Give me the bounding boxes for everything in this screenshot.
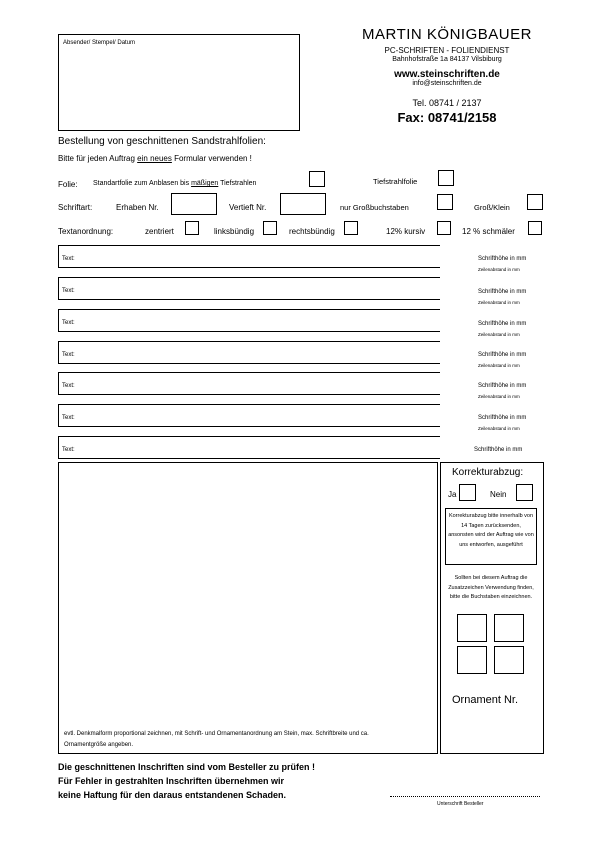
schrift-gross-label: nur Großbuchstaben [340,203,409,212]
text-row-height-label: Schrifthöhe in mm [478,415,527,421]
footer-line-1: Die geschnittenen Inschriften sind vom Besteller zu prüfen ! [58,762,316,772]
text-row-spacing-label: Zeilenabstand in mm [478,426,520,431]
zusatz-box-1[interactable] [457,614,487,642]
order-note-underlined: ein neues [137,154,172,163]
text-row[interactable] [58,309,543,337]
folie-standard-post: Tiefstrahlen [218,180,257,187]
folie-standard-underlined: mäßigen [191,180,219,187]
sender-box[interactable] [58,34,300,131]
text-row[interactable] [58,372,543,400]
korrektur-nein-label: Nein [490,490,507,499]
rechtsbuendig-label: rechtsbündig [289,227,335,236]
zusatz-box-4[interactable] [494,646,524,674]
text-row-height-label: Schrifthöhe in mm [478,256,527,262]
korrektur-info-box [445,508,537,565]
text-row[interactable] [58,436,543,460]
company-email[interactable]: info@steinschriften.de [412,80,482,87]
text-row-height-label: Schrifthöhe in mm [478,289,527,295]
schrift-erhaben-label: Erhaben Nr. [116,203,159,212]
zentriert-checkbox[interactable] [185,221,199,235]
schrift-vertieft-field[interactable] [280,193,326,215]
korrektur-info-text: Korrekturabzug bitte innerhalb von 14 Tagen zurücksenden, ansonsten wird der Auftrag wie von uns entworfen, ausgeführt [448,513,534,548]
company-tel: Tel. 08741 / 2137 [412,98,482,108]
text-row-label: Text: [62,320,75,326]
text-row[interactable] [58,341,543,369]
text-row-height-label: Schrifthöhe in mm [474,447,523,453]
text-row[interactable] [58,277,543,305]
schrift-erhaben-field[interactable] [171,193,217,215]
schrift-grossklein-label: Groß/Klein [474,203,510,212]
kursiv-checkbox[interactable] [437,221,451,235]
company-header [340,26,554,125]
korrektur-ja-checkbox[interactable] [459,484,476,501]
schrift-vertieft-label: Vertieft Nr. [229,203,267,212]
text-row-spacing-label: Zeilenabstand in mm [478,300,520,305]
zentriert-label: zentriert [145,227,174,236]
korrektur-nein-checkbox[interactable] [516,484,533,501]
company-fax: Fax: 08741/2158 [397,110,497,125]
text-row-label: Text: [62,288,75,294]
textanordnung-label: Textanordnung: [58,227,114,236]
footer-line-3: keine Haftung für den daraus entstandenen Schaden. [58,790,287,800]
folie-standard-pre: Standartfolie zum Anblasen bis [93,180,192,187]
korrektur-title: Korrekturabzug: [452,467,524,478]
text-row-label: Text: [62,352,75,358]
schrift-grossklein-checkbox[interactable] [527,194,543,210]
footer-line-2: Für Fehler in gestrahlten Inschriften übernehmen wir [58,776,285,786]
linksbuendig-label: linksbündig [214,227,255,236]
text-row-spacing-label: Zeilenabstand in mm [478,332,520,337]
text-row[interactable] [58,404,543,432]
text-row-height-label: Schrifthöhe in mm [478,352,527,358]
company-web[interactable]: www.steinschriften.de [394,69,500,80]
text-row-spacing-label: Zeilenabstand in mm [478,394,520,399]
signature-line[interactable] [390,796,540,797]
folie-label: Folie: [58,180,78,189]
sender-box-label: Absender/ Stempel/ Datum [63,40,136,46]
zusatz-text: Sollten bei diesem Auftrag die Zusatzzeichen Verwendung finden, bitte die Buchstaben einzeichnen. [448,575,534,600]
korrektur-ja-label: Ja [448,490,457,499]
linksbuendig-checkbox[interactable] [263,221,277,235]
signature-label: Unterschrift Besteller [437,801,484,807]
text-row-label: Text: [62,256,75,262]
ornament-label: Ornament Nr. [452,694,519,706]
zusatz-box-2[interactable] [494,614,524,642]
schrift-gross-checkbox[interactable] [437,194,453,210]
order-note [58,154,252,163]
folie-tief-checkbox[interactable] [438,170,454,186]
company-address: Bahnhofstraße 1a 84137 Vilsbiburg [392,56,502,63]
text-row-label: Text: [62,447,75,453]
zusatz-box-3[interactable] [457,646,487,674]
folie-standard-checkbox[interactable] [309,171,325,187]
drawing-area[interactable] [58,462,438,754]
text-row-label: Text: [62,383,75,389]
text-row[interactable] [58,245,543,273]
folie-tief-label: Tiefstrahlfolie [373,177,418,186]
kursiv-label: 12% kursiv [386,227,426,236]
text-row-height-label: Schrifthöhe in mm [478,383,527,389]
company-tagline: PC-SCHRIFTEN - FOLIENDIENST [384,46,510,55]
rechtsbuendig-checkbox[interactable] [344,221,358,235]
drawing-note: evtl. Denkmalform proportional zeichnen, mit Schrift- und Ornamentanordnung am Stein, max. Schriftbreite und ca. Ornamentgröße angeben. [64,731,369,748]
text-row-spacing-label: Zeilenabstand in mm [478,363,520,368]
schrift-label: Schriftart: [58,203,93,212]
text-row-height-label: Schrifthöhe in mm [478,321,527,327]
order-note-post: Formular verwenden ! [171,154,252,163]
korrektur-panel [440,462,544,754]
schmaler-checkbox[interactable] [528,221,542,235]
text-row-label: Text: [62,415,75,421]
order-title: Bestellung von geschnittenen Sandstrahlfolien: [58,136,266,147]
order-note-pre: Bitte für jeden Auftrag [58,154,138,163]
company-name: MARTIN KÖNIGBAUER [362,26,532,43]
schmaler-label: 12 % schmäler [462,227,515,236]
folie-standard-label [93,180,256,187]
text-row-spacing-label: Zeilenabstand in mm [478,267,520,272]
